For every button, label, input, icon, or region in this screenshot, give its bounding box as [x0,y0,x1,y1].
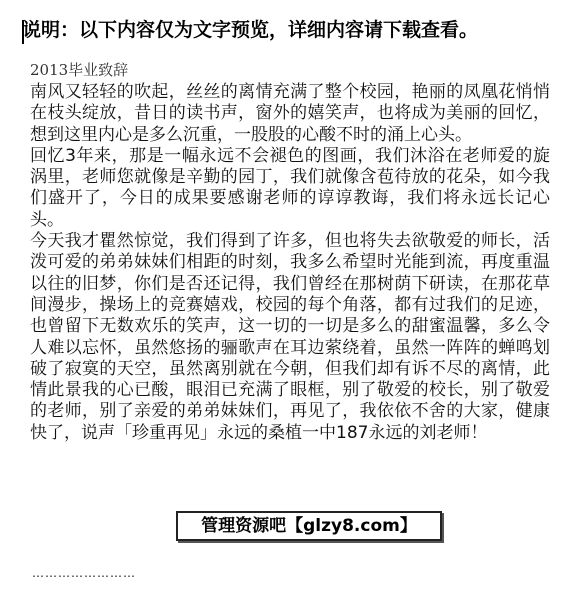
site-watermark: 管理资源吧【glzy8.com】 [176,511,442,541]
document-body [30,82,550,444]
preview-notice: 说明：以下内容仅为文字预览，详细内容请下载查看。 [22,19,479,41]
document-title: 2013毕业致辞 [30,61,129,79]
paragraph: 南风又轻轻的吹起，丝丝的离情充满了整个校园，艳丽的凤凰花悄悄在枝头绽放，昔日的读书声，窗外的嬉笑声，也将成为美丽的回忆，想到这里内心是多么沉重，一股股的心酸不时的涌上心头。 [30,82,550,145]
paragraph: 回忆3年来，那是一幅永远不会褪色的图画，我们沐浴在老师爱的旋涡里，老师您就像是辛勤的园丁，我们就像含苞待放的花朵，如今我们盛开了，今日的成果要感谢老师的谆谆教诲，我们将永远长记心头。 [30,145,550,230]
truncation-ellipsis: …………………… [32,566,136,580]
paragraph: 今天我才瞿然惊觉，我们得到了许多，但也将失去欲敬爱的师长，活泼可爱的弟弟妹妹们相距的时刻，我多么希望时光能到流，再度重温以往的旧梦，你们是否还记得，我们曾经在那树荫下研读，在那花草间漫步，操场上的竞赛嬉戏，校园的每个角落，都有过我们的足迹，也曾留下无数欢乐的笑声，这一切的一切是多么的甜蜜温馨，多么令人难以忘怀，虽然悠扬的骊歌声在耳边萦绕着，虽然一阵阵的蝉鸣划破了寂寞的天空，虽然离别就在今朝，但我们却有诉不尽的离情，此情此景我的心已酸，眼泪已充满了眼框，别了敬爱的校长，别了敬爱的老师，别了亲爱的弟弟妹妹们，再见了，我依依不舍的大家，健康快了，说声「珍重再见」永远的桑植一中187永远的刘老师！ [30,231,550,443]
